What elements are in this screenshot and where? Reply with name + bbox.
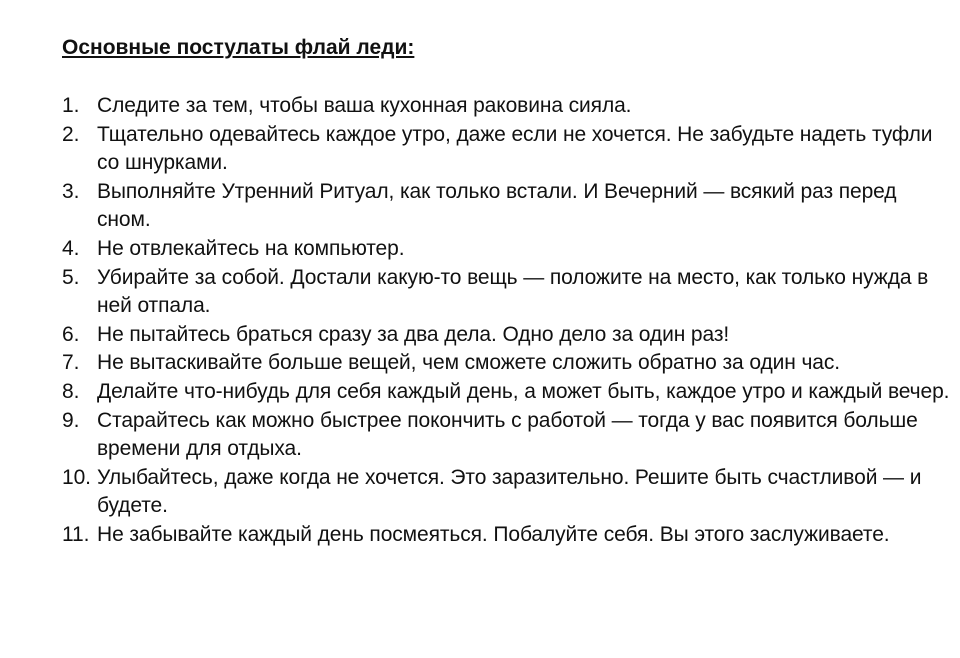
list-item [62,378,954,407]
item-number: 5. [62,265,80,289]
item-text: Делайте что-нибудь для себя каждый день, а может быть, каждое утро и каждый вечер. [97,379,950,403]
item-number: 10. [62,465,91,489]
item-number: 2. [62,122,80,146]
item-text: Убирайте за собой. Достали какую-то вещь — положите на место, как только нужда в ней отпала. [97,265,929,318]
item-number: 6. [62,322,80,346]
list-item [62,321,954,350]
item-number: 1. [62,94,80,117]
list-item [62,121,954,178]
list-item [62,349,954,378]
list-item [62,521,954,550]
item-text: Не вытаскивайте больше вещей, чем сможете сложить обратно за один час. [97,351,841,375]
document-title: Основные постулаты флай леди: [62,36,415,59]
item-number: 9. [62,408,80,432]
item-text: Не отвлекайтесь на компьютер. [97,236,405,260]
postulates-list [62,92,954,550]
list-item [62,178,954,235]
item-text: Выполняйте Утренний Ритуал, как только встали. И Вечерний — всякий раз перед сном. [97,179,897,232]
list-item [62,264,954,321]
item-number: 3. [62,179,80,203]
item-number: 4. [62,236,80,260]
item-number: 7. [62,351,80,375]
item-number: 11. [62,522,90,546]
document [62,35,954,550]
list-item [62,407,954,464]
item-text: Старайтесь как можно быстрее покончить с работой — тогда у вас появится больше времени для отдыха. [97,408,918,461]
item-text: Следите за тем, чтобы ваша кухонная раковина сияла. [97,94,632,117]
item-text: Не забывайте каждый день посмеяться. Побалуйте себя. Вы этого заслуживаете. [97,522,890,546]
list-item [62,92,954,121]
item-number: 8. [62,379,80,403]
list-item [62,464,954,521]
item-text: Тщательно одевайтесь каждое утро, даже если не хочется. Не забудьте надеть туфли со шнурками. [97,122,933,175]
item-text: Улыбайтесь, даже когда не хочется. Это заразительно. Решите быть счастливой — и будете. [97,465,922,518]
list-item [62,235,954,264]
item-text: Не пытайтесь браться сразу за два дела. Одно дело за один раз! [97,322,730,346]
